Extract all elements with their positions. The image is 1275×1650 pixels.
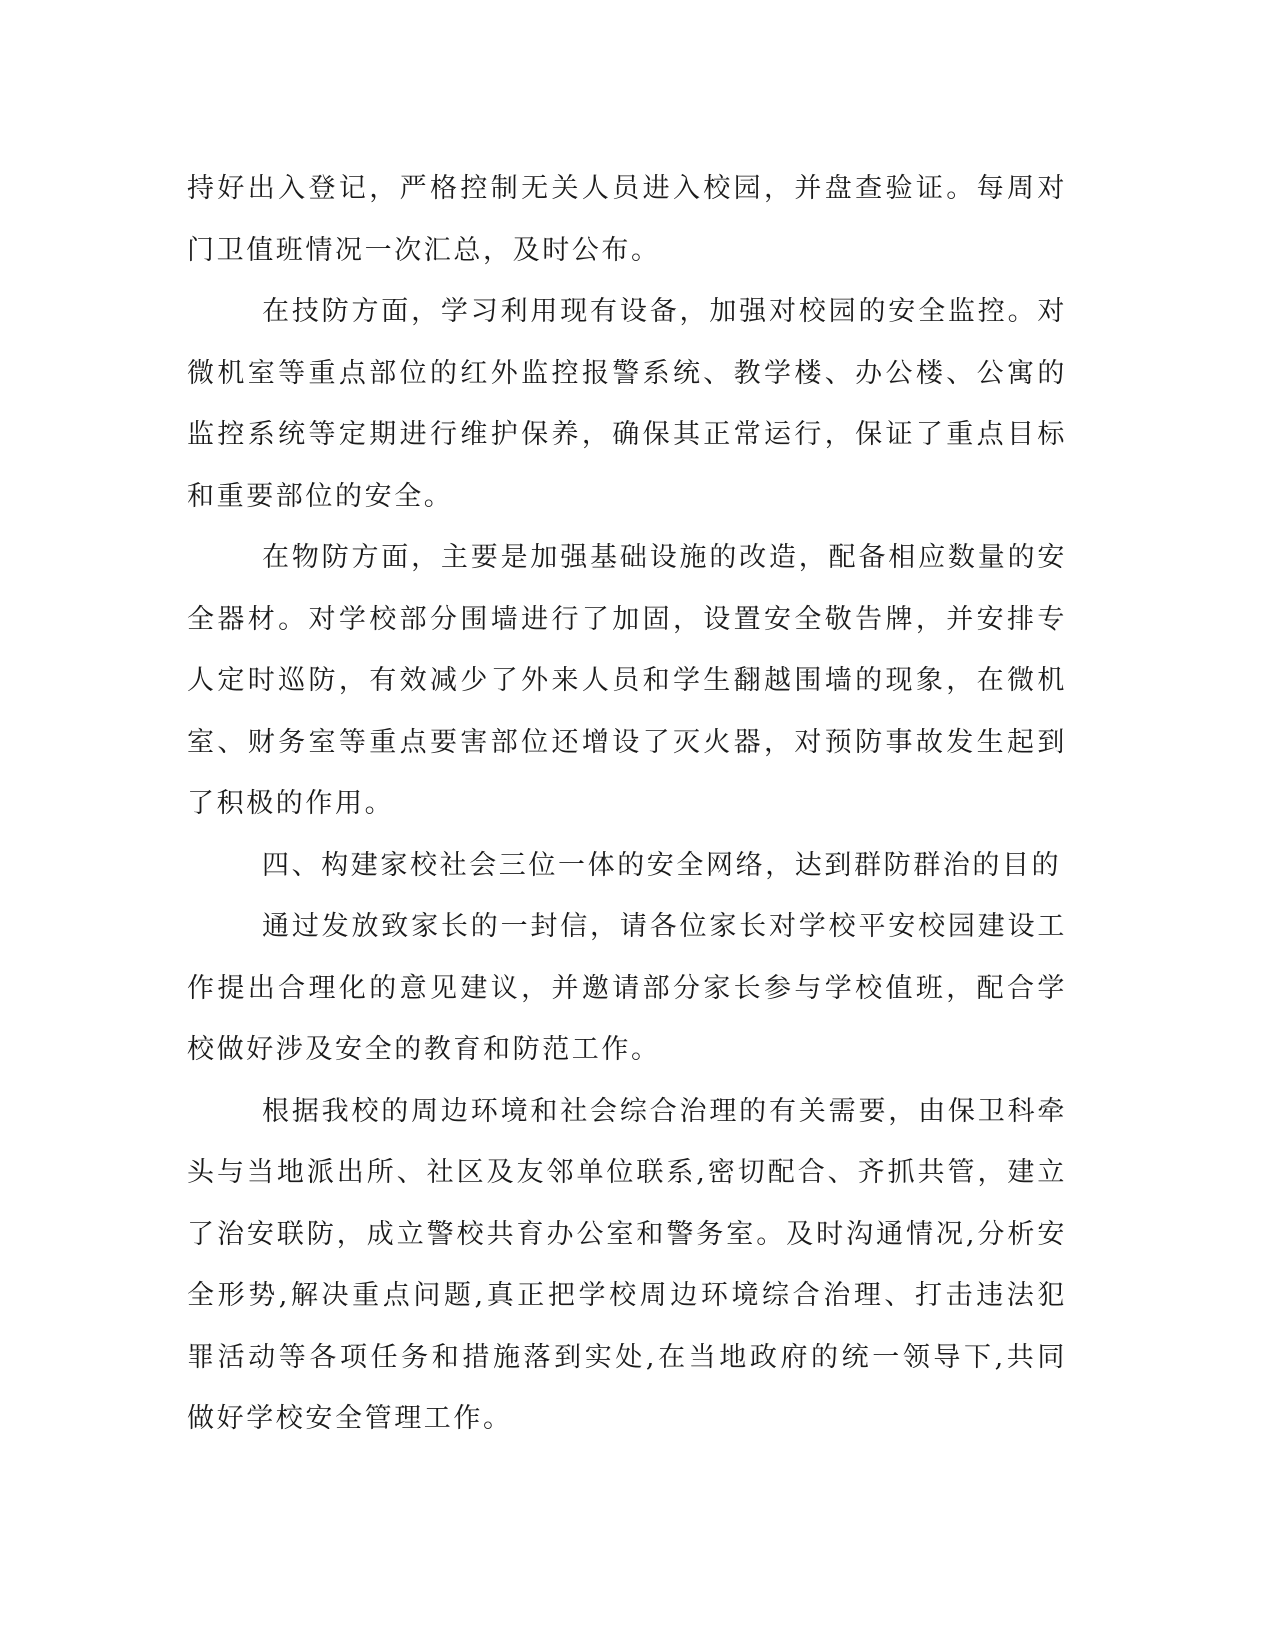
paragraph-joint-defense: 根据我校的周边环境和社会综合治理的有关需要，由保卫科牵头与当地派出所、社区及友邻单位联系,密切配合、齐抓共管，建立了治安联防，成立警校共育办公室和警务室。及时沟通情况,分析安全形势,解决重点问题,真正把学校周边环境综合治理、打击违法犯罪活动等各项任务和措施落到实处,在当地政府的统一领导下,共同做好学校安全管理工作。 [187,1095,1067,1434]
paragraph-parent-letter: 通过发放致家长的一封信，请各位家长对学校平安校园建设工作提出合理化的意见建议，并邀请部分家长参与学校值班，配合学校做好涉及安全的教育和防范工作。 [187,911,1067,1065]
paragraph-continued: 持好出入登记，严格控制无关人员进入校园，并盘查验证。每周对门卫值班情况一次汇总，及时公布。 [187,173,1067,266]
section-heading-four: 四、构建家校社会三位一体的安全网络，达到群防群治的目的 [262,849,1062,881]
paragraph-physical-defense: 在物防方面，主要是加强基础设施的改造，配备相应数量的安全器材。对学校部分围墙进行了加固，设置安全敬告牌，并安排专人定时巡防，有效减少了外来人员和学生翻越围墙的现象，在微机室、财务室等重点要害部位还增设了灭火器，对预防事故发生起到了积极的作用。 [187,542,1067,819]
document-body [187,158,1067,1450]
paragraph-technical-defense: 在技防方面，学习利用现有设备，加强对校园的安全监控。对微机室等重点部位的红外监控报警系统、教学楼、办公楼、公寓的监控系统等定期进行维护保养，确保其正常运行，保证了重点目标和重要部位的安全。 [187,296,1067,512]
